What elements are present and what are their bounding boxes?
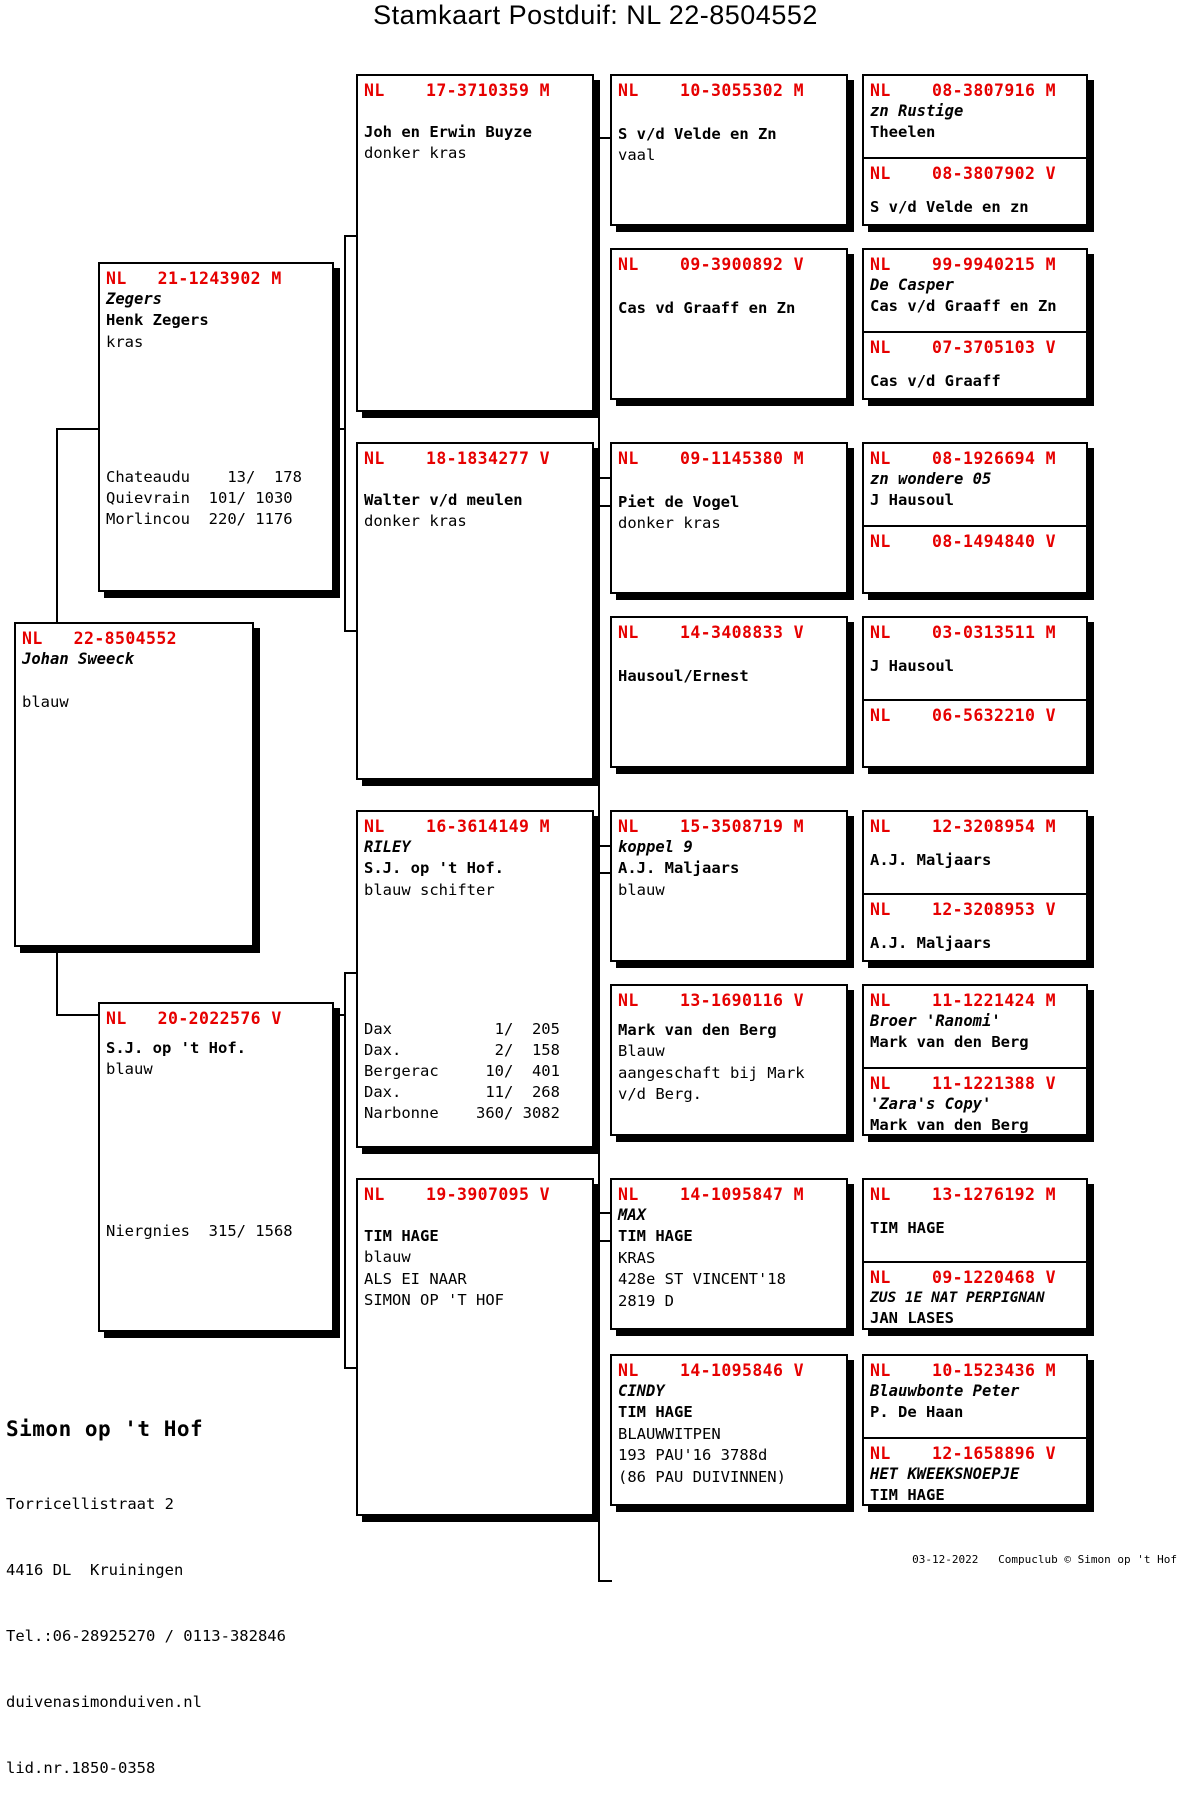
pigeon-card-gen2-0[interactable] xyxy=(356,74,594,412)
race-result-row: Chateaudu 13/ 178 xyxy=(106,468,302,487)
ring-number: NL 22-8504552 xyxy=(22,629,178,648)
pigeon-detail: (86 PAU DUIVINNEN) xyxy=(618,1467,786,1486)
pigeon-detail: TIM HAGE xyxy=(364,1227,439,1245)
owner-member-number: lid.nr.1850-0358 xyxy=(6,1758,156,1777)
pigeon-detail: ZUS 1E NAT PERPIGNAN xyxy=(870,1290,1045,1306)
connector xyxy=(598,1580,612,1582)
pigeon-detail: CINDY xyxy=(618,1382,665,1400)
ring-number: NL 13-1276192 M xyxy=(870,1185,1057,1204)
race-results xyxy=(100,467,332,530)
pigeon-card-gen2-1[interactable] xyxy=(356,442,594,780)
pigeon-card-gen4-3[interactable] xyxy=(864,338,1086,392)
pigeon-card-gen4-8[interactable] xyxy=(864,817,1086,893)
pigeon-card-gen4-11[interactable] xyxy=(864,1074,1086,1136)
pigeon-detail: JAN LASES xyxy=(870,1309,954,1327)
pigeon-card-gen4-9[interactable] xyxy=(864,900,1086,954)
pigeon-detail: donker kras xyxy=(364,512,467,531)
ring-number: NL 08-1926694 M xyxy=(870,449,1057,468)
race-result-row: Dax. 11/ 268 xyxy=(364,1083,560,1102)
ring-number: NL 18-1834277 V xyxy=(364,449,551,468)
connector xyxy=(56,1014,98,1016)
pigeon-detail: 193 PAU'16 3788d xyxy=(618,1446,768,1465)
pigeon-detail: blauw schifter xyxy=(364,880,495,899)
ring-number: NL 08-1494840 V xyxy=(870,532,1057,551)
pigeon-detail: J Hausoul xyxy=(870,491,954,510)
pigeon-card-pair-gen4-4[interactable] xyxy=(862,810,1088,962)
race-result-row: Quievrain 101/ 1030 xyxy=(106,489,293,508)
pigeon-card-gen4-1[interactable] xyxy=(864,164,1086,218)
pigeon-card-gen3-4[interactable] xyxy=(610,810,848,962)
pigeon-card-gen4-6[interactable] xyxy=(864,623,1086,699)
connector xyxy=(344,235,346,630)
pigeon-detail: blauw xyxy=(618,880,665,899)
divider xyxy=(864,1437,1086,1439)
pigeon-detail: zn wondere 05 xyxy=(870,470,992,488)
ring-number: NL 20-2022576 V xyxy=(106,1009,282,1028)
pigeon-detail: v/d Berg. xyxy=(618,1085,702,1104)
pigeon-detail: blauw xyxy=(22,692,69,711)
pigeon-card-dam[interactable] xyxy=(98,1002,334,1332)
pigeon-card-gen4-5[interactable] xyxy=(864,532,1086,551)
pigeon-card-pair-gen4-3[interactable] xyxy=(862,616,1088,768)
pigeon-card-pair-gen4-5[interactable] xyxy=(862,984,1088,1136)
pigeon-detail: A.J. Maljaars xyxy=(618,859,740,878)
ring-number: NL 99-9940215 M xyxy=(870,255,1057,274)
pigeon-detail: 'Zara's Copy' xyxy=(870,1095,992,1113)
pigeon-card-pair-gen4-1[interactable] xyxy=(862,248,1088,400)
pigeon-detail: MAX xyxy=(618,1206,646,1224)
divider xyxy=(864,331,1086,333)
pigeon-card-gen3-6[interactable] xyxy=(610,1178,848,1330)
pigeon-detail: vaal xyxy=(618,146,656,165)
pigeon-card-sire[interactable] xyxy=(98,262,334,592)
pigeon-detail: Mark van den Berg xyxy=(870,1116,1029,1135)
pigeon-card-gen4-12[interactable] xyxy=(864,1185,1086,1261)
pigeon-card-gen4-7[interactable] xyxy=(864,706,1086,725)
pigeon-detail: S v/d Velde en zn xyxy=(870,198,1029,216)
pigeon-detail: ALS EI NAAR xyxy=(364,1269,467,1288)
pigeon-detail: KRAS xyxy=(618,1248,656,1267)
pigeon-detail xyxy=(22,670,252,691)
ring-number: NL 08-3807916 M xyxy=(870,81,1057,100)
connector xyxy=(598,872,600,1212)
pigeon-detail: Cas v/d Graaff en Zn xyxy=(870,297,1057,316)
pigeon-card-gen4-10[interactable] xyxy=(864,991,1086,1067)
ring-number: NL 03-0313511 M xyxy=(870,623,1057,642)
pigeon-detail: Mark van den Berg xyxy=(618,1021,777,1039)
owner-website[interactable]: duivenasimonduiven.nl xyxy=(6,1692,202,1711)
pigeon-detail: 2819 D xyxy=(618,1291,674,1310)
race-result-row: Dax. 2/ 158 xyxy=(364,1041,560,1060)
pigeon-detail: Theelen xyxy=(870,123,936,142)
ring-number: NL 12-3208953 V xyxy=(870,900,1057,919)
pigeon-detail: De Casper xyxy=(870,276,954,294)
owner-address-line: 4416 DL Kruiningen xyxy=(6,1560,184,1579)
pigeon-detail: aangeschaft bij Mark xyxy=(618,1063,805,1082)
pigeon-card-pair-gen4-0[interactable] xyxy=(862,74,1088,226)
pigeon-card-gen4-13[interactable] xyxy=(864,1268,1086,1329)
connector xyxy=(598,137,600,477)
pigeon-card-pair-gen4-7[interactable] xyxy=(862,1354,1088,1506)
pigeon-card-gen3-1[interactable] xyxy=(610,248,848,400)
ring-number: NL 12-1658896 V xyxy=(870,1444,1057,1463)
pigeon-detail: S.J. op 't Hof. xyxy=(106,1039,246,1057)
race-result-row: Morlincou 220/ 1176 xyxy=(106,510,293,529)
ring-number: NL 14-1095846 V xyxy=(618,1361,805,1380)
pigeon-card-gen4-14[interactable] xyxy=(864,1361,1086,1437)
pigeon-card-subject[interactable] xyxy=(14,622,254,947)
race-results xyxy=(358,1019,592,1124)
ring-number: NL 10-3055302 M xyxy=(618,81,805,100)
ring-number: NL 21-1243902 M xyxy=(106,269,282,288)
pigeon-detail: S.J. op 't Hof. xyxy=(364,859,504,878)
pigeon-card-gen3-7[interactable] xyxy=(610,1354,848,1506)
ring-number: NL 17-3710359 M xyxy=(364,81,551,100)
pigeon-card-gen4-2[interactable] xyxy=(864,255,1086,331)
pigeon-detail: A.J. Maljaars xyxy=(870,934,992,952)
pigeon-detail: koppel 9 xyxy=(618,838,693,856)
pigeon-detail: SIMON OP 'T HOF xyxy=(364,1291,504,1310)
ring-number: NL 11-1221388 V xyxy=(870,1074,1057,1093)
pigeon-detail: blauw xyxy=(106,1060,153,1079)
pigeon-detail: kras xyxy=(106,332,144,351)
ring-number: NL 15-3508719 M xyxy=(618,817,805,836)
pigeon-detail: donker kras xyxy=(618,514,721,533)
divider xyxy=(864,1067,1086,1069)
divider xyxy=(864,699,1086,701)
connector xyxy=(598,1240,600,1580)
ring-number: NL 10-1523436 M xyxy=(870,1361,1057,1380)
ring-number: NL 14-1095847 M xyxy=(618,1185,805,1204)
connector xyxy=(598,505,600,845)
race-result-row: Dax 1/ 205 xyxy=(364,1020,560,1039)
ring-number: NL 12-3208954 M xyxy=(870,817,1057,836)
owner-phone: Tel.:06-28925270 / 0113-382846 xyxy=(6,1626,286,1645)
pigeon-card-gen3-5[interactable] xyxy=(610,984,848,1136)
pigeon-detail: Blauw xyxy=(618,1042,665,1061)
pigeon-detail: Cas vd Graaff en Zn xyxy=(618,299,796,317)
ring-number: NL 07-3705103 V xyxy=(870,338,1057,357)
pigeon-detail: zn Rustige xyxy=(870,102,964,120)
pigeon-detail: Johan Sweeck xyxy=(22,650,134,668)
divider xyxy=(864,157,1086,159)
pigeon-detail: 428e ST VINCENT'18 xyxy=(618,1270,786,1289)
divider xyxy=(864,525,1086,527)
print-credit: 03-12-2022 Compuclub © Simon op 't Hof xyxy=(912,1553,1177,1566)
pigeon-card-gen3-2[interactable] xyxy=(610,442,848,594)
pigeon-detail: Broer 'Ranomi' xyxy=(870,1012,1001,1030)
owner-name: Simon op 't Hof xyxy=(6,1417,204,1441)
race-results xyxy=(100,1221,332,1242)
ring-number: NL 09-3900892 V xyxy=(618,255,805,274)
pigeon-detail: Mark van den Berg xyxy=(870,1033,1029,1052)
pigeon-detail: TIM HAGE xyxy=(870,1219,945,1237)
pigeon-detail: Blauwbonte Peter xyxy=(870,1382,1020,1400)
race-result-row: Niergnies 315/ 1568 xyxy=(106,1222,293,1241)
pigeon-detail: Hausoul/Ernest xyxy=(618,667,749,685)
pigeon-detail: Cas v/d Graaff xyxy=(870,372,1001,390)
pigeon-card-gen4-15[interactable] xyxy=(864,1444,1086,1506)
pigeon-detail: Walter v/d meulen xyxy=(364,491,523,509)
ring-number: NL 16-3614149 M xyxy=(364,817,551,836)
pigeon-detail: TIM HAGE xyxy=(618,1227,693,1246)
pigeon-detail: TIM HAGE xyxy=(618,1403,693,1422)
ring-number: NL 11-1221424 M xyxy=(870,991,1057,1010)
pigeon-detail: Joh en Erwin Buyze xyxy=(364,123,532,141)
pigeon-card-gen4-4[interactable] xyxy=(864,449,1086,525)
divider xyxy=(864,1261,1086,1263)
pigeon-detail: BLAUWWITPEN xyxy=(618,1424,721,1443)
pigeon-detail: Zegers xyxy=(106,290,162,308)
ring-number: NL 09-1220468 V xyxy=(870,1268,1057,1287)
connector xyxy=(344,972,346,1367)
ring-number: NL 14-3408833 V xyxy=(618,623,805,642)
race-result-row: Narbonne 360/ 3082 xyxy=(364,1104,560,1123)
pigeon-detail: blauw xyxy=(364,1248,411,1267)
pigeon-detail: RILEY xyxy=(364,838,411,856)
pigeon-card-gen2-2[interactable] xyxy=(356,810,594,1148)
ring-number: NL 09-1145380 M xyxy=(618,449,805,468)
owner-address-line: Torricellistraat 2 xyxy=(6,1494,174,1513)
pigeon-detail: TIM HAGE xyxy=(870,1486,945,1505)
ring-number: NL 19-3907095 V xyxy=(364,1185,551,1204)
pigeon-card-pair-gen4-6[interactable] xyxy=(862,1178,1088,1330)
pigeon-detail: donker kras xyxy=(364,144,467,163)
pigeon-card-gen2-3[interactable] xyxy=(356,1178,594,1516)
ring-number: NL 08-3807902 V xyxy=(870,164,1057,183)
pigeon-detail: S v/d Velde en Zn xyxy=(618,125,777,143)
pigeon-card-gen3-3[interactable] xyxy=(610,616,848,768)
pigeon-detail: HET KWEEKSNOEPJE xyxy=(870,1465,1020,1483)
pigeon-detail: P. De Haan xyxy=(870,1403,964,1422)
pigeon-card-pair-gen4-2[interactable] xyxy=(862,442,1088,594)
ring-number: NL 06-5632210 V xyxy=(870,706,1057,725)
divider xyxy=(864,893,1086,895)
race-result-row: Bergerac 10/ 401 xyxy=(364,1062,560,1081)
page-title: Stamkaart Postduif: NL 22-8504552 xyxy=(373,0,818,30)
pigeon-detail: Piet de Vogel xyxy=(618,493,740,511)
ring-number: NL 13-1690116 V xyxy=(618,991,805,1010)
pigeon-detail: Henk Zegers xyxy=(106,311,209,330)
pigeon-card-gen4-0[interactable] xyxy=(864,81,1086,157)
pigeon-card-gen3-0[interactable] xyxy=(610,74,848,226)
connector xyxy=(56,428,98,430)
owner-details xyxy=(6,1371,286,1801)
pigeon-detail: A.J. Maljaars xyxy=(870,851,992,869)
pigeon-detail: J Hausoul xyxy=(870,657,954,675)
